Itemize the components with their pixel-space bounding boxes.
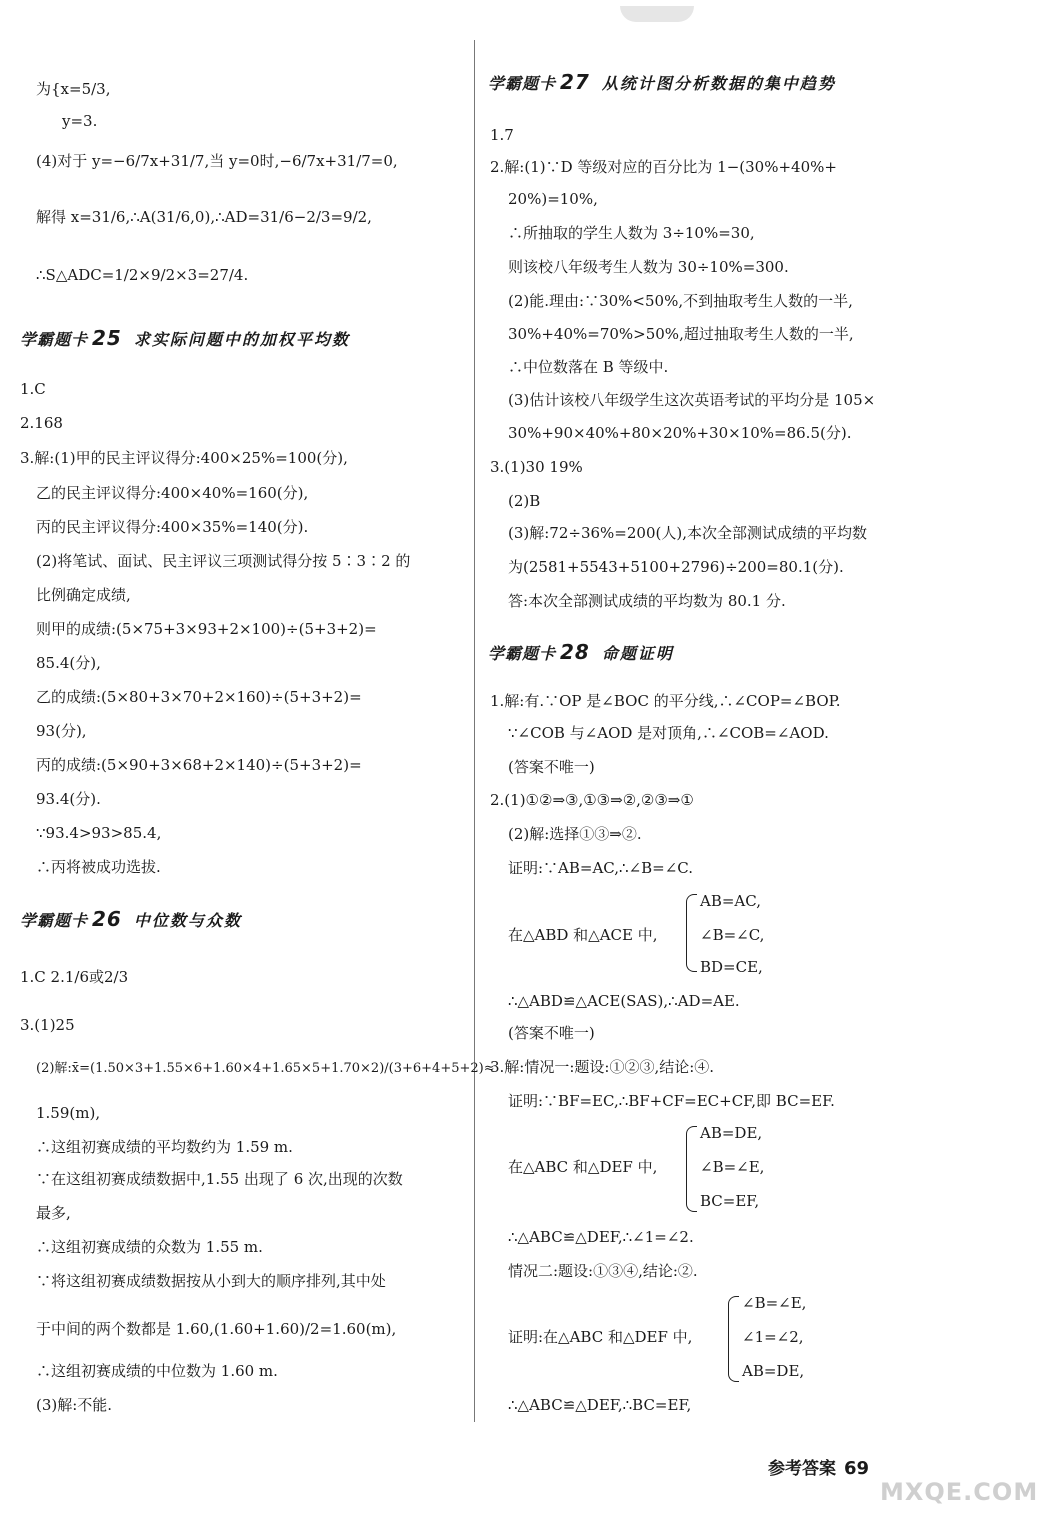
text-line: ∴所抽取的学生人数为 3÷10%=30, xyxy=(508,224,755,242)
text-line: ∴这组初赛成绩的平均数约为 1.59 m. xyxy=(36,1138,293,1156)
text-line: 在△ABD 和△ACE 中, xyxy=(508,926,658,944)
text-line: (2)解:x̄=(1.50×3+1.55×6+1.60×4+1.65×5+1.70×2)/(3+6+4+5+2)≈ xyxy=(36,1061,495,1076)
footer-label: 参考答案 xyxy=(768,1459,836,1479)
section-prefix: 学霸题卡 xyxy=(20,330,89,349)
text-line: 93.4(分). xyxy=(36,790,101,808)
text-line: 3.解:情况一:题设:①②③,结论:④. xyxy=(490,1058,715,1076)
text-line: (答案不唯一) xyxy=(508,758,595,776)
text-line: ∵在这组初赛成绩数据中,1.55 出现了 6 次,出现的次数 xyxy=(36,1170,403,1188)
section-prefix: 学霸题卡 xyxy=(488,644,557,663)
text-line: 证明:∵BF=EC,∴BF+CF=EC+CF,即 BC=EF. xyxy=(508,1092,835,1110)
section-prefix: 学霸题卡 xyxy=(20,911,89,930)
text-line: 比例确定成绩, xyxy=(36,586,131,604)
text-line: (2)能.理由:∵30%<50%,不到抽取考生人数的一半, xyxy=(508,292,853,310)
section-title: 命题证明 xyxy=(601,644,674,663)
text-line: 2.168 xyxy=(20,414,63,432)
text-line: ∠B=∠E, xyxy=(700,1158,765,1176)
text-line: 证明:在△ABC 和△DEF 中, xyxy=(508,1328,693,1346)
section-heading-27 xyxy=(488,70,836,94)
text-line: 答:本次全部测试成绩的平均数为 80.1 分. xyxy=(508,592,786,610)
text-line: ∴这组初赛成绩的众数为 1.55 m. xyxy=(36,1238,263,1256)
text-line: (3)估计该校八年级学生这次英语考试的平均分是 105× xyxy=(508,391,876,409)
text-line: 20%)=10%, xyxy=(508,190,598,208)
text-line: y=3. xyxy=(62,112,98,130)
section-number: 28 xyxy=(560,640,590,664)
text-line: 93(分), xyxy=(36,722,87,740)
text-line: ∵将这组初赛成绩数据按从小到大的顺序排列,其中处 xyxy=(36,1272,386,1290)
text-line: ∴中位数落在 B 等级中. xyxy=(508,358,669,376)
text-line: 情况二:题设:①③④,结论:②. xyxy=(508,1262,698,1280)
text-line: 85.4(分), xyxy=(36,654,101,672)
text-line: ∠B=∠E, xyxy=(742,1294,807,1312)
text-line: 为(2581+5543+5100+2796)÷200=80.1(分). xyxy=(508,558,844,576)
page-footer xyxy=(768,1454,869,1479)
text-line: 3.解:(1)甲的民主评议得分:400×25%=100(分), xyxy=(20,449,348,467)
text-line: ∴△ABC≌△DEF,∴∠1=∠2. xyxy=(508,1228,694,1246)
brace xyxy=(686,894,697,972)
text-line: 乙的民主评议得分:400×40%=160(分), xyxy=(36,484,309,502)
text-line: AB=DE, xyxy=(700,1124,763,1142)
text-line: (2)解:选择①③⇒②. xyxy=(508,825,642,843)
text-line: 于中间的两个数都是 1.60,(1.60+1.60)/2=1.60(m), xyxy=(36,1320,397,1338)
text-line: ∴S△ADC=1/2×9/2×3=27/4. xyxy=(36,266,249,284)
text-line: ∵∠COB 与∠AOD 是对顶角,∴∠COB=∠AOD. xyxy=(508,724,829,742)
section-number: 25 xyxy=(92,326,122,350)
text-line: 为{x=5/3, xyxy=(36,80,111,98)
text-line: 2.解:(1)∵D 等级对应的百分比为 1−(30%+40%+ xyxy=(490,158,837,176)
text-line: 则甲的成绩:(5×75+3×93+2×100)÷(5+3+2)= xyxy=(36,620,377,638)
text-line: (2)将笔试、面试、民主评议三项测试得分按 5∶3∶2 的 xyxy=(36,552,411,570)
column-divider xyxy=(474,40,475,1422)
top-decoration xyxy=(620,6,694,22)
section-number: 26 xyxy=(92,907,122,931)
text-line: ∴△ABD≌△ACE(SAS),∴AD=AE. xyxy=(508,992,740,1010)
text-line: ∠1=∠2, xyxy=(742,1328,804,1346)
text-line: BD=CE, xyxy=(700,958,763,976)
text-line: ∴△ABC≌△DEF,∴BC=EF, xyxy=(508,1396,692,1414)
section-title: 求实际问题中的加权平均数 xyxy=(133,330,350,349)
text-line: (4)对于 y=−6/7x+31/7,当 y=0时,−6/7x+31/7=0, xyxy=(36,152,398,170)
text-line: BC=EF, xyxy=(700,1192,760,1210)
text-line: 30%+90×40%+80×20%+30×10%=86.5(分). xyxy=(508,424,852,442)
text-line: 丙的成绩:(5×90+3×68+2×140)÷(5+3+2)= xyxy=(36,756,362,774)
text-line: 在△ABC 和△DEF 中, xyxy=(508,1158,658,1176)
text-line: ∴丙将被成功选拔. xyxy=(36,858,161,876)
text-line: 1.解:有.∵OP 是∠BOC 的平分线,∴∠COP=∠BOP. xyxy=(490,692,841,710)
section-title: 中位数与众数 xyxy=(133,911,242,930)
section-prefix: 学霸题卡 xyxy=(488,74,557,93)
section-title: 从统计图分析数据的集中趋势 xyxy=(601,74,836,93)
brace xyxy=(728,1296,739,1382)
text-line: 1.7 xyxy=(490,126,514,144)
text-line: (2)B xyxy=(508,492,541,510)
text-line: ∠B=∠C, xyxy=(700,926,765,944)
section-heading-25 xyxy=(20,326,350,350)
brace xyxy=(686,1126,697,1212)
section-heading-28 xyxy=(488,640,674,664)
text-line: (3)解:不能. xyxy=(36,1396,113,1414)
text-line: 30%+40%=70%>50%,超过抽取考生人数的一半, xyxy=(508,325,854,343)
text-line: (答案不唯一) xyxy=(508,1024,595,1042)
text-line: (3)解:72÷36%=200(人),本次全部测试成绩的平均数 xyxy=(508,524,867,542)
text-line: 3.(1)25 xyxy=(20,1016,75,1034)
text-line: 证明:∵AB=AC,∴∠B=∠C. xyxy=(508,859,694,877)
section-heading-26 xyxy=(20,907,242,931)
text-line: 1.59(m), xyxy=(36,1104,101,1122)
watermark-logo: MXQE.COM xyxy=(880,1478,1038,1506)
text-line: AB=DE, xyxy=(742,1362,805,1380)
section-number: 27 xyxy=(560,70,590,94)
text-line: 乙的成绩:(5×80+3×70+2×160)÷(5+3+2)= xyxy=(36,688,362,706)
text-line: 1.C xyxy=(20,380,46,398)
text-line: 则该校八年级考生人数为 30÷10%=300. xyxy=(508,258,789,276)
text-line: 3.(1)30 19% xyxy=(490,458,583,476)
text-line: 2.(1)①②⇒③,①③⇒②,②③⇒① xyxy=(490,791,694,809)
text-line: 最多, xyxy=(36,1204,71,1222)
page-number: 69 xyxy=(844,1458,870,1479)
text-line: ∵93.4>93>85.4, xyxy=(36,824,162,842)
text-line: ∴这组初赛成绩的中位数为 1.60 m. xyxy=(36,1362,278,1380)
text-line: AB=AC, xyxy=(700,892,761,910)
text-line: 丙的民主评议得分:400×35%=140(分). xyxy=(36,518,309,536)
text-line: 解得 x=31/6,∴A(31/6,0),∴AD=31/6−2/3=9/2, xyxy=(36,208,372,226)
text-line: 1.C 2.1/6或2/3 xyxy=(20,968,129,986)
